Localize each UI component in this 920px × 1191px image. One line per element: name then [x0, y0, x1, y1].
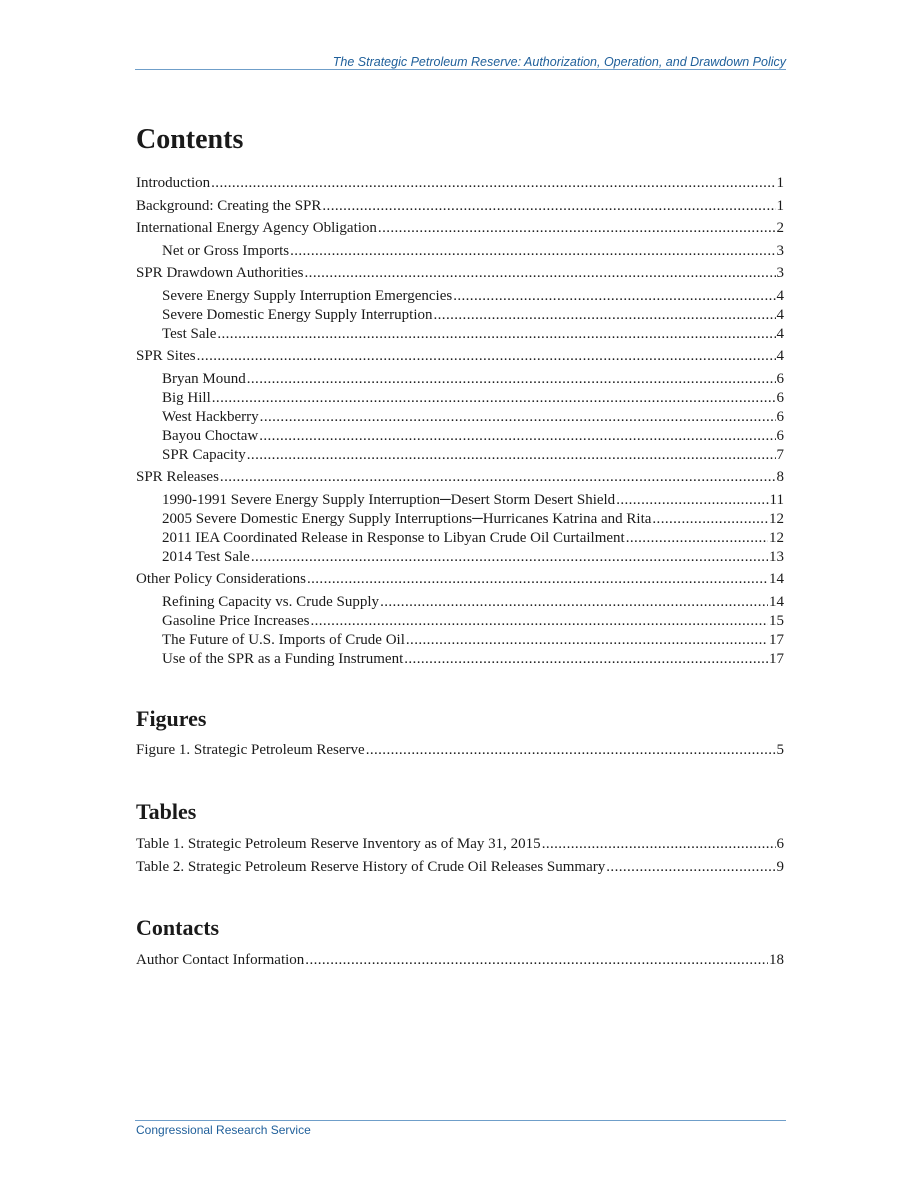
toc-entry-label: Severe Energy Supply Interruption Emergencies	[162, 287, 453, 304]
contents-title: Contents	[136, 124, 244, 155]
toc-entry-page: 14	[769, 571, 784, 587]
toc-entry-page: 3	[776, 242, 784, 259]
toc-subentry[interactable]	[136, 408, 784, 427]
toc-entry-label: Other Policy Considerations	[136, 571, 306, 587]
dot-leader	[307, 570, 768, 589]
toc-entry-page: 6	[776, 836, 784, 852]
dot-leader	[378, 219, 776, 238]
toc-entry-page: 17	[769, 631, 784, 648]
toc-entry[interactable]	[136, 468, 784, 487]
dot-leader	[434, 306, 776, 325]
toc-entry[interactable]	[136, 264, 784, 283]
toc-entry-label: International Energy Agency Obligation	[136, 220, 377, 236]
toc-entry-label: Background: Creating the SPR	[136, 197, 322, 214]
toc-entry-page: 12	[769, 529, 784, 546]
dot-leader	[251, 548, 768, 567]
dot-leader	[616, 491, 768, 510]
toc-entry-label: 2005 Severe Domestic Energy Supply Interruptions─Hurricanes Katrina and Rita	[162, 510, 652, 527]
toc-entry-page: 6	[776, 389, 784, 406]
toc-entry-label: Table 1. Strategic Petroleum Reserve Inventory as of May 31, 2015	[136, 836, 541, 852]
dot-leader	[652, 510, 768, 529]
toc-entry[interactable]	[136, 741, 784, 760]
dot-leader	[322, 197, 775, 216]
toc-entry-label: Introduction	[136, 175, 211, 191]
toc-subentry[interactable]	[136, 242, 784, 261]
toc-entry-page: 6	[776, 370, 784, 387]
toc-subentry[interactable]	[136, 325, 784, 344]
toc-entry-page: 6	[776, 408, 784, 425]
dot-leader	[259, 427, 775, 446]
toc-entry-page: 4	[776, 325, 784, 342]
toc-entry-page: 12	[769, 510, 784, 527]
dot-leader	[406, 631, 768, 650]
toc-entry-page: 3	[776, 265, 784, 281]
toc-entry[interactable]	[136, 347, 784, 366]
toc-entry-page: 11	[769, 491, 784, 508]
toc-entry-label: Gasoline Price Increases	[162, 612, 310, 629]
dot-leader	[247, 446, 776, 465]
toc-entry-label: Net or Gross Imports	[162, 242, 290, 259]
dot-leader	[366, 741, 776, 760]
toc-subentry[interactable]	[136, 446, 784, 465]
footer-rule	[135, 1120, 786, 1121]
toc-entry[interactable]	[136, 858, 784, 877]
toc-subentry[interactable]	[136, 631, 784, 650]
figures-title: Figures	[136, 706, 207, 731]
toc-subentry[interactable]	[136, 491, 784, 510]
dot-leader	[217, 325, 775, 344]
dot-leader	[305, 951, 768, 970]
figures-list	[136, 741, 784, 760]
toc-subentry[interactable]	[136, 510, 784, 529]
dot-leader	[404, 650, 768, 669]
toc-entry-label: 1990-1991 Severe Energy Supply Interruption─Desert Storm Desert Shield	[162, 491, 616, 508]
dot-leader	[380, 593, 768, 612]
toc-entry-label: SPR Sites	[136, 348, 196, 364]
toc-entry-page: 5	[776, 742, 784, 758]
toc-subentry[interactable]	[136, 370, 784, 389]
tables-list	[136, 835, 784, 877]
toc-entry-label: Test Sale	[162, 325, 217, 342]
toc-entry-page: 4	[776, 287, 784, 304]
toc-subentry[interactable]	[136, 287, 784, 306]
toc-entry-label: Figure 1. Strategic Petroleum Reserve	[136, 742, 365, 758]
toc-entry-page: 14	[769, 593, 784, 610]
toc-entry-label: SPR Releases	[136, 469, 219, 485]
toc-entry-label: Big Hill	[162, 389, 211, 406]
toc-subentry[interactable]	[136, 427, 784, 446]
toc-subentry[interactable]	[136, 548, 784, 567]
toc-subentry[interactable]	[136, 389, 784, 408]
toc-entry-label: Bryan Mound	[162, 370, 246, 387]
toc-subentry[interactable]	[136, 612, 784, 631]
toc-entry-label: SPR Drawdown Authorities	[136, 265, 304, 281]
contents-list	[136, 174, 784, 669]
toc-entry-page: 1	[776, 175, 784, 191]
toc-subentry[interactable]	[136, 593, 784, 612]
running-header: The Strategic Petroleum Reserve: Authorization, Operation, and Drawdown Policy	[332, 55, 786, 69]
toc-entry-page: 13	[769, 548, 784, 565]
dot-leader	[260, 408, 776, 427]
toc-entry-page: 18	[769, 952, 784, 968]
toc-entry-page: 1	[776, 197, 784, 214]
toc-entry-label: SPR Capacity	[162, 446, 246, 463]
toc-entry[interactable]	[136, 835, 784, 854]
toc-subentry[interactable]	[136, 650, 784, 669]
toc-entry[interactable]	[136, 197, 784, 216]
header-rule	[135, 69, 786, 70]
running-footer: Congressional Research Service	[136, 1123, 311, 1137]
dot-leader	[310, 612, 768, 631]
contacts-list	[136, 951, 784, 970]
toc-entry-label: Table 2. Strategic Petroleum Reserve History of Crude Oil Releases Summary	[136, 858, 606, 875]
toc-entry-label: Severe Domestic Energy Supply Interruption	[162, 306, 433, 323]
dot-leader	[197, 347, 776, 366]
toc-entry-label: 2014 Test Sale	[162, 548, 250, 565]
dot-leader	[247, 370, 776, 389]
toc-entry-page: 17	[769, 650, 784, 667]
toc-entry-page: 4	[776, 348, 784, 364]
toc-entry-label: The Future of U.S. Imports of Crude Oil	[162, 631, 405, 648]
toc-entry-page: 7	[776, 446, 784, 463]
toc-subentry[interactable]	[136, 529, 784, 548]
toc-entry-label: Use of the SPR as a Funding Instrument	[162, 650, 404, 667]
toc-entry[interactable]	[136, 219, 784, 238]
toc-entry-label: Refining Capacity vs. Crude Supply	[162, 593, 380, 610]
toc-entry-page: 6	[776, 427, 784, 444]
toc-entry[interactable]	[136, 951, 784, 970]
toc-entry-page: 2	[776, 220, 784, 236]
toc-entry-page: 4	[776, 306, 784, 323]
toc-entry-label: West Hackberry	[162, 408, 259, 425]
toc-entry-label: 2011 IEA Coordinated Release in Response to Libyan Crude Oil Curtailment	[162, 529, 625, 546]
toc-entry-page: 15	[769, 612, 784, 629]
dot-leader	[542, 835, 776, 854]
toc-entry-label: Bayou Choctaw	[162, 427, 259, 444]
dot-leader	[290, 242, 775, 261]
dot-leader	[305, 264, 776, 283]
dot-leader	[220, 468, 776, 487]
toc-entry[interactable]	[136, 570, 784, 589]
tables-title: Tables	[136, 799, 197, 824]
toc-subentry[interactable]	[136, 306, 784, 325]
contacts-title: Contacts	[136, 915, 220, 940]
dot-leader	[626, 529, 768, 548]
toc-entry-page: 8	[776, 469, 784, 485]
dot-leader	[212, 389, 776, 408]
toc-entry[interactable]	[136, 174, 784, 193]
toc-entry-page: 9	[776, 858, 784, 875]
dot-leader	[453, 287, 775, 306]
toc-entry-label: Author Contact Information	[136, 952, 305, 968]
dot-leader	[606, 858, 775, 877]
dot-leader	[211, 174, 775, 193]
